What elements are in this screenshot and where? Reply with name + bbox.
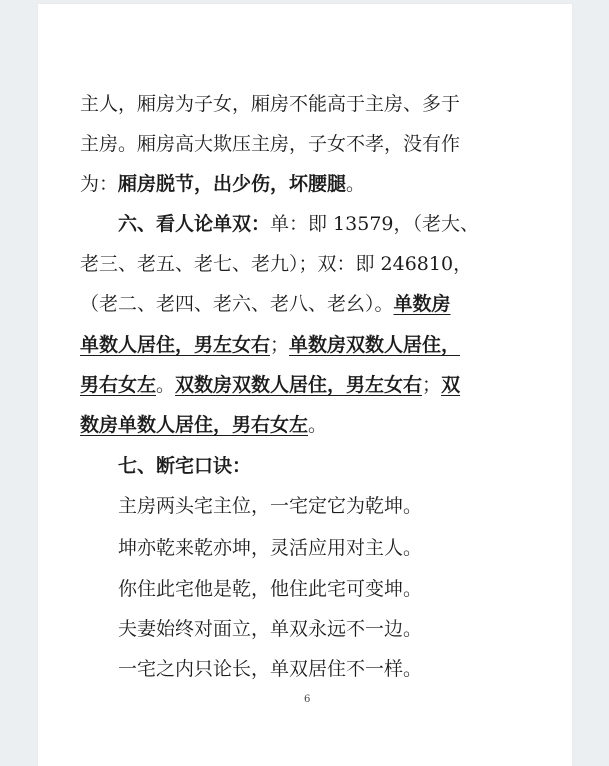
verse-line-3 xyxy=(118,578,422,600)
underlined-bold-text: 单数人居住，男左女右 xyxy=(80,334,271,356)
text-line-6 xyxy=(80,293,451,315)
text-span: （老二、老四、老六、老八、老幺）。 xyxy=(80,293,394,315)
verse-text: 坤亦乾来乾亦坤，灵活应用对主人。 xyxy=(118,537,423,559)
verse-line-1 xyxy=(118,495,422,517)
text-span: ； xyxy=(270,334,290,356)
section-heading: 六、看人论单双： xyxy=(118,213,271,235)
verse-text: 你住此宅他是乾，他住此宅可变坤。 xyxy=(118,578,423,600)
text-span: 为： xyxy=(80,173,119,195)
verse-line-2 xyxy=(118,537,422,559)
text-span: ； xyxy=(422,374,442,396)
text-span: 。 xyxy=(346,173,366,195)
underlined-bold-text: 双数房双数人居住，男左女右 xyxy=(175,374,423,396)
text-line-1 xyxy=(80,93,460,115)
section-6-line xyxy=(118,213,479,235)
text-span: 。 xyxy=(156,374,176,396)
text-span: 单：即 13579，（老大、 xyxy=(270,213,479,235)
text-span: 。 xyxy=(308,414,328,436)
verse-line-5 xyxy=(118,658,422,680)
text-line-2 xyxy=(80,133,460,155)
verse-line-4 xyxy=(118,618,422,640)
text-span: 老三、老五、老七、老九）；双：即 246810， xyxy=(80,253,473,275)
bold-text: 厢房脱节，出少伤，坏腰腿 xyxy=(118,173,347,195)
verse-text: 一宅之内只论长，单双居住不一样。 xyxy=(118,658,423,680)
verse-text: 主房两头宅主位，一宅定它为乾坤。 xyxy=(118,495,423,517)
underlined-bold-text: 单数房双数人居住， xyxy=(289,334,461,356)
page-number: 6 xyxy=(304,694,311,705)
text-line-9 xyxy=(80,414,327,436)
underlined-bold-text: 单数房 xyxy=(393,293,451,315)
underlined-bold-text: 男右女左 xyxy=(80,374,157,396)
underlined-bold-text: 数房单数人居住，男右女左 xyxy=(80,414,309,436)
text-line-7 xyxy=(80,334,460,356)
section-7-heading xyxy=(118,455,251,477)
text-span: 主房。厢房高大欺压主房，子女不孝，没有作 xyxy=(80,133,461,155)
section-heading: 七、断宅口诀： xyxy=(118,455,252,477)
text-span: 主人，厢房为子女，厢房不能高于主房、多于 xyxy=(80,93,461,115)
text-line-5 xyxy=(80,253,472,275)
text-line-3 xyxy=(80,173,365,195)
text-line-8 xyxy=(80,374,460,396)
underlined-bold-text: 双 xyxy=(441,374,461,396)
verse-text: 夫妻始终对面立，单双永远不一边。 xyxy=(118,618,423,640)
